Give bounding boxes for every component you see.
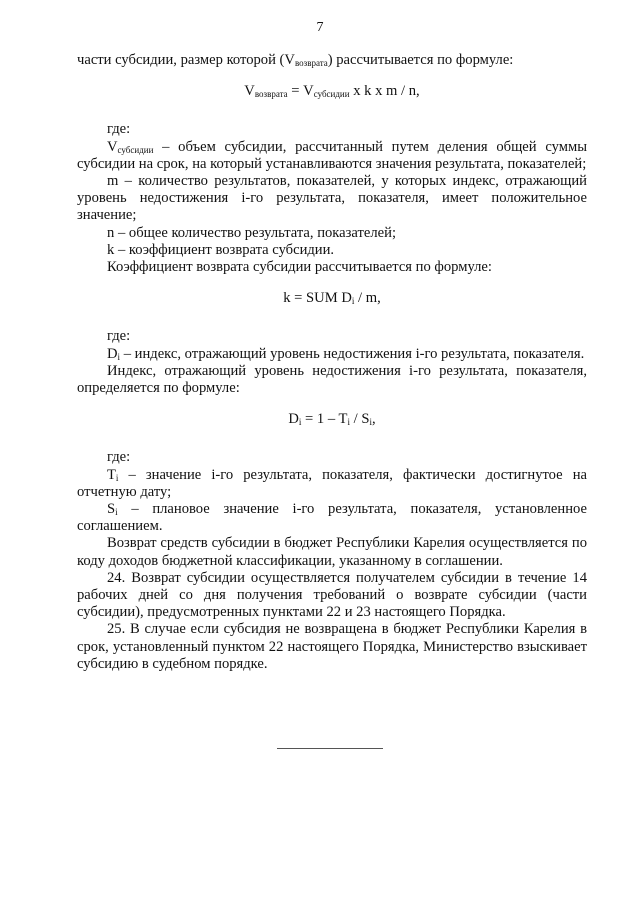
footer-divider <box>277 748 383 749</box>
definition-d: $D_i$ – индекс, отражающий уровень недостижения i-го результата, показателя. <box>107 345 585 362</box>
formula-v-return: $V_{возврата} = V_{субсидии}$ x k x m / n, <box>244 83 420 100</box>
intro-line: части субсидии, размер которой $(V_{возврата})$ рассчитывается по формуле: <box>77 52 514 68</box>
k-formula-intro: Коэффициент возврата субсидии рассчитывается по формуле: <box>107 259 492 276</box>
document-body <box>77 52 587 673</box>
page-number: 7 <box>316 20 324 35</box>
definition-t: $T_i$ – значение i-го результата, показателя, фактически достигнутое на отчетную дату; <box>77 466 587 500</box>
d-formula-intro: Индекс, отражающий уровень недостижения i-го результата, показателя, определяется по формуле: <box>77 362 587 397</box>
definition-m: m – количество результатов, показателей, у которых индекс, отражающий уровень недостижения i-го результата, показателя, имеет положительное значение; <box>77 173 587 224</box>
where-label: где: <box>107 121 131 138</box>
formula-k: k = SUM $D_i$ / m, <box>283 290 381 307</box>
where-label: где: <box>107 328 131 345</box>
definition-s: $S_i$ – плановое значение i-го результата, показателя, установленное соглашением. <box>77 501 587 535</box>
where-label: где: <box>107 449 131 466</box>
paragraph-25: 25. В случае если субсидия не возвращена в бюджет Республики Карелия в срок, установленный пунктом 22 настоящего Порядка, Министерство взыскивает субсидию в судебном порядке. <box>77 621 587 672</box>
paragraph-24: 24. Возврат субсидии осуществляется получателем субсидии в течение 14 рабочих дней со дня получения требований о возврате субсидии (части субсидии), предусмотренных пунктами 22 и 23 настоящего Порядка. <box>77 569 587 621</box>
formula-d: $D_i = 1 - T_i / S_i$, <box>288 411 376 428</box>
definition-v-subsidy: $V_{субсидии}$ – объем субсидии, рассчитанный путем деления общей суммы субсидии на срок, на который устанавливаются значения результата, показателей; <box>77 138 587 172</box>
paragraph-return-code: Возврат средств субсидии в бюджет Республики Карелия осуществляется по коду доходов бюджетной классификации, указанному в соглашении. <box>77 535 587 569</box>
definition-n: n – общее количество результата, показателей; <box>107 224 397 241</box>
definition-k: k – коэффициент возврата субсидии. <box>107 241 335 258</box>
